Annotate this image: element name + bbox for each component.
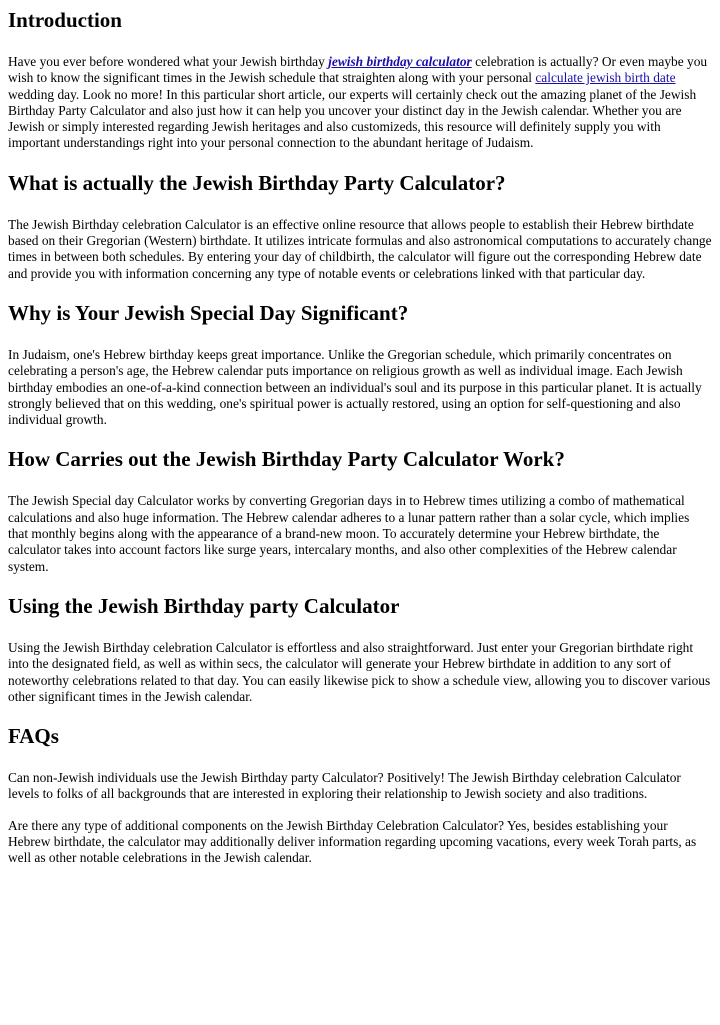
section-using	[8, 593, 712, 705]
article	[0, 7, 720, 867]
paragraph-how-works: The Jewish Special day Calculator works by converting Gregorian days in to Hebrew times utilizing a combo of mathematical calculations and also huge information. The Hebrew calendar adheres to a lunar pattern rather than a solar cycle, which implies that monthly begins along with the appearance of a brand-new moon. To accurately determine your Hebrew birthdate, the calculator takes into account factors like surge years, intercalary months, and also other complexities of the Hebrew calendar system.	[8, 493, 690, 574]
intro-text-3: wedding day. Look no more! In this particular short article, our experts will certainly check out the amazing planet of the Jewish Birthday Party Calculator and also just how it can help you uncover your distinct day in the Jewish calendar. Whether you are Jewish or simply interested regarding Jewish heritages and also customizeds, this resource will definitely supply you with important understandings right into your personal connection to the abundant heritage of Judaism.	[8, 86, 697, 151]
intro-text-1: Have you ever before wondered what your Jewish birthday	[8, 54, 329, 69]
intro-text-2: celebration is actually? Or even maybe you wish to know the significant times in the Jewish schedule that straighten along with your personal	[8, 54, 708, 86]
heading-faqs: FAQs	[8, 724, 59, 749]
heading-using: Using the Jewish Birthday party Calculator	[8, 593, 400, 618]
section-how-works	[8, 446, 712, 574]
heading-introduction: Introduction	[8, 8, 122, 32]
heading-what-is: What is actually the Jewish Birthday Party Calculator?	[8, 170, 506, 195]
link-jewish-birthday-calculator[interactable]: jewish birthday calculator	[328, 54, 472, 69]
paragraph-using: Using the Jewish Birthday celebration Calculator is effortless and also straightforward. Just enter your Gregorian birthdate right into the designated field, as well as within secs, the calculator will generate your Hebrew birthdate in addition to any sort of noteworthy celebrations related to that day. You can easily likewise pick to show a schedule view, allowing you to discover various other significant times in the Jewish calendar.	[8, 639, 711, 704]
faq-paragraph-1: Can non-Jewish individuals use the Jewish Birthday party Calculator? Positively! The Jewish Birthday celebration Calculator levels to folks of all backgrounds that are interested in exploring their relationship to Jewish society and also traditions.	[8, 770, 681, 802]
faq-paragraph-2: Are there any type of additional components on the Jewish Birthday Celebration Calculator? Yes, besides establishing your Hebrew birthdate, the calculator may additionally deliver information regarding upcoming vacations, every week Torah parts, as well as other notable celebrations in the Jewish calendar.	[8, 817, 697, 866]
link-calculate-jewish-birth-date[interactable]: calculate jewish birth date	[535, 70, 676, 86]
paragraph-why-significant: In Judaism, one's Hebrew birthday keeps great importance. Unlike the Gregorian schedule, which primarily concentrates on celebrating a person's age, the Hebrew calendar puts importance on religious growth as well as individual image. Each Jewish birthday embodies an one-of-a-kind connection between an individual's soul and its purpose in this particular planet. It is actually strongly believed that on this wedding, one's spiritual power is actually restored, using an option for self-questioning and also individual growth.	[8, 346, 702, 428]
heading-how-works: How Carries out the Jewish Birthday Party Calculator Work?	[8, 447, 565, 472]
section-why-significant	[8, 300, 712, 428]
heading-why-significant: Why is Your Jewish Special Day Significant?	[8, 300, 409, 325]
intro-paragraph	[8, 54, 712, 152]
section-faqs	[8, 723, 712, 866]
paragraph-what-is: The Jewish Birthday celebration Calculator is an effective online resource that allows people to establish their Hebrew birthdate based on their Gregorian (Western) birthdate. It utilizes intricate formulas and also astronomical computations to accurately change times in between both schedules. By entering your day of childbirth, the calculator will figure out the corresponding Hebrew date and provide you with information concerning any type of notable events or celebrations linked with that particular day.	[8, 216, 712, 281]
section-what-is	[8, 170, 712, 282]
